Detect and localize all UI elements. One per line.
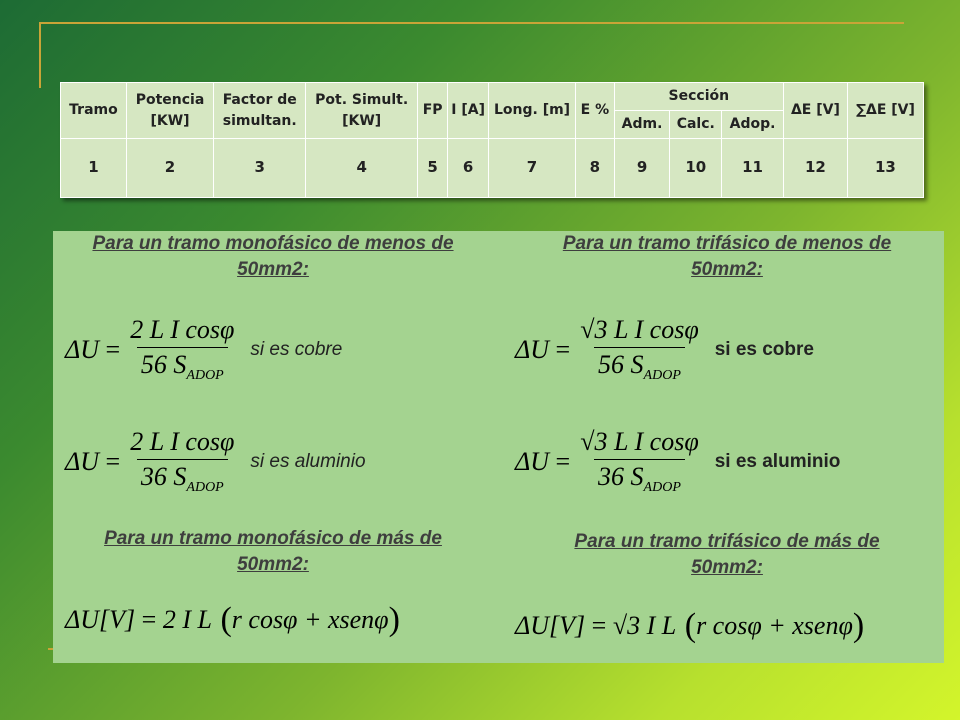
header-factor: Factor de simultan. [214, 83, 306, 139]
header-delta-e: ΔE [V] [783, 83, 847, 139]
col-number: 2 [126, 139, 213, 198]
formula-mono-more-50: ΔU[V] = 2 I L ( r cosφ + xsenφ ) [65, 601, 400, 638]
column-legend-table [60, 82, 924, 198]
col-number: 6 [448, 139, 489, 198]
formula-mono-cobre: ΔU = $\frac{\text{2 L I cosφ}}{56 S_{ADOP}}$ si es cobre [65, 315, 343, 383]
col-number: 5 [417, 139, 447, 198]
header-potencia: Potencia [KW] [126, 83, 213, 139]
heading-mono-more-50: Para un tramo monofásico de más de 50mm2: [104, 528, 442, 575]
col-number: 9 [614, 139, 670, 198]
formula-tri-cobre: ΔU = $\frac{\text{√3 L I cosφ}}{56 S_{ADOP}}$ si es cobre [515, 315, 814, 383]
header-sum-delta-e: ∑ΔE [V] [847, 83, 923, 139]
header-adm: Adm. [614, 111, 670, 139]
formula-tri-aluminio: ΔU = $\frac{\text{√3 L I cosφ}}{36 S_{ADOP}}$ si es aluminio [515, 427, 841, 495]
col-number: 4 [306, 139, 418, 198]
header-i: I [A] [448, 83, 489, 139]
header-fp: FP [417, 83, 447, 139]
header-pot-simult: Pot. Simult. [KW] [306, 83, 418, 139]
header-calc: Calc. [670, 111, 722, 139]
formula-mono-aluminio: ΔU = $\frac{\text{2 L I cosφ}}{36 S_{ADOP}}$ si es aluminio [65, 427, 366, 495]
formulas-panel [53, 231, 944, 663]
header-e: E % [576, 83, 615, 139]
header-seccion: Sección [614, 83, 783, 111]
formula-tri-more-50: ΔU[V] = √ 3 I L ( r cosφ + xsenφ ) [515, 607, 865, 644]
header-tramo: Tramo [61, 83, 127, 139]
header-long: Long. [m] [488, 83, 575, 139]
heading-tri-less-50: Para un tramo trifásico de menos de 50mm2: [562, 233, 892, 280]
col-number: 13 [847, 139, 923, 198]
header-adop: Adop. [722, 111, 784, 139]
col-number: 10 [670, 139, 722, 198]
col-number: 12 [783, 139, 847, 198]
heading-mono-less-50: Para un tramo monofásico de menos de 50mm2: [92, 233, 454, 280]
heading-tri-more-50: Para un tramo trifásico de más de 50mm2: [574, 531, 880, 578]
col-number: 8 [576, 139, 615, 198]
col-number: 1 [61, 139, 127, 198]
col-number: 7 [488, 139, 575, 198]
decorative-line-top [40, 22, 904, 24]
decorative-line-left [39, 22, 41, 88]
col-number: 11 [722, 139, 784, 198]
col-number: 3 [214, 139, 306, 198]
